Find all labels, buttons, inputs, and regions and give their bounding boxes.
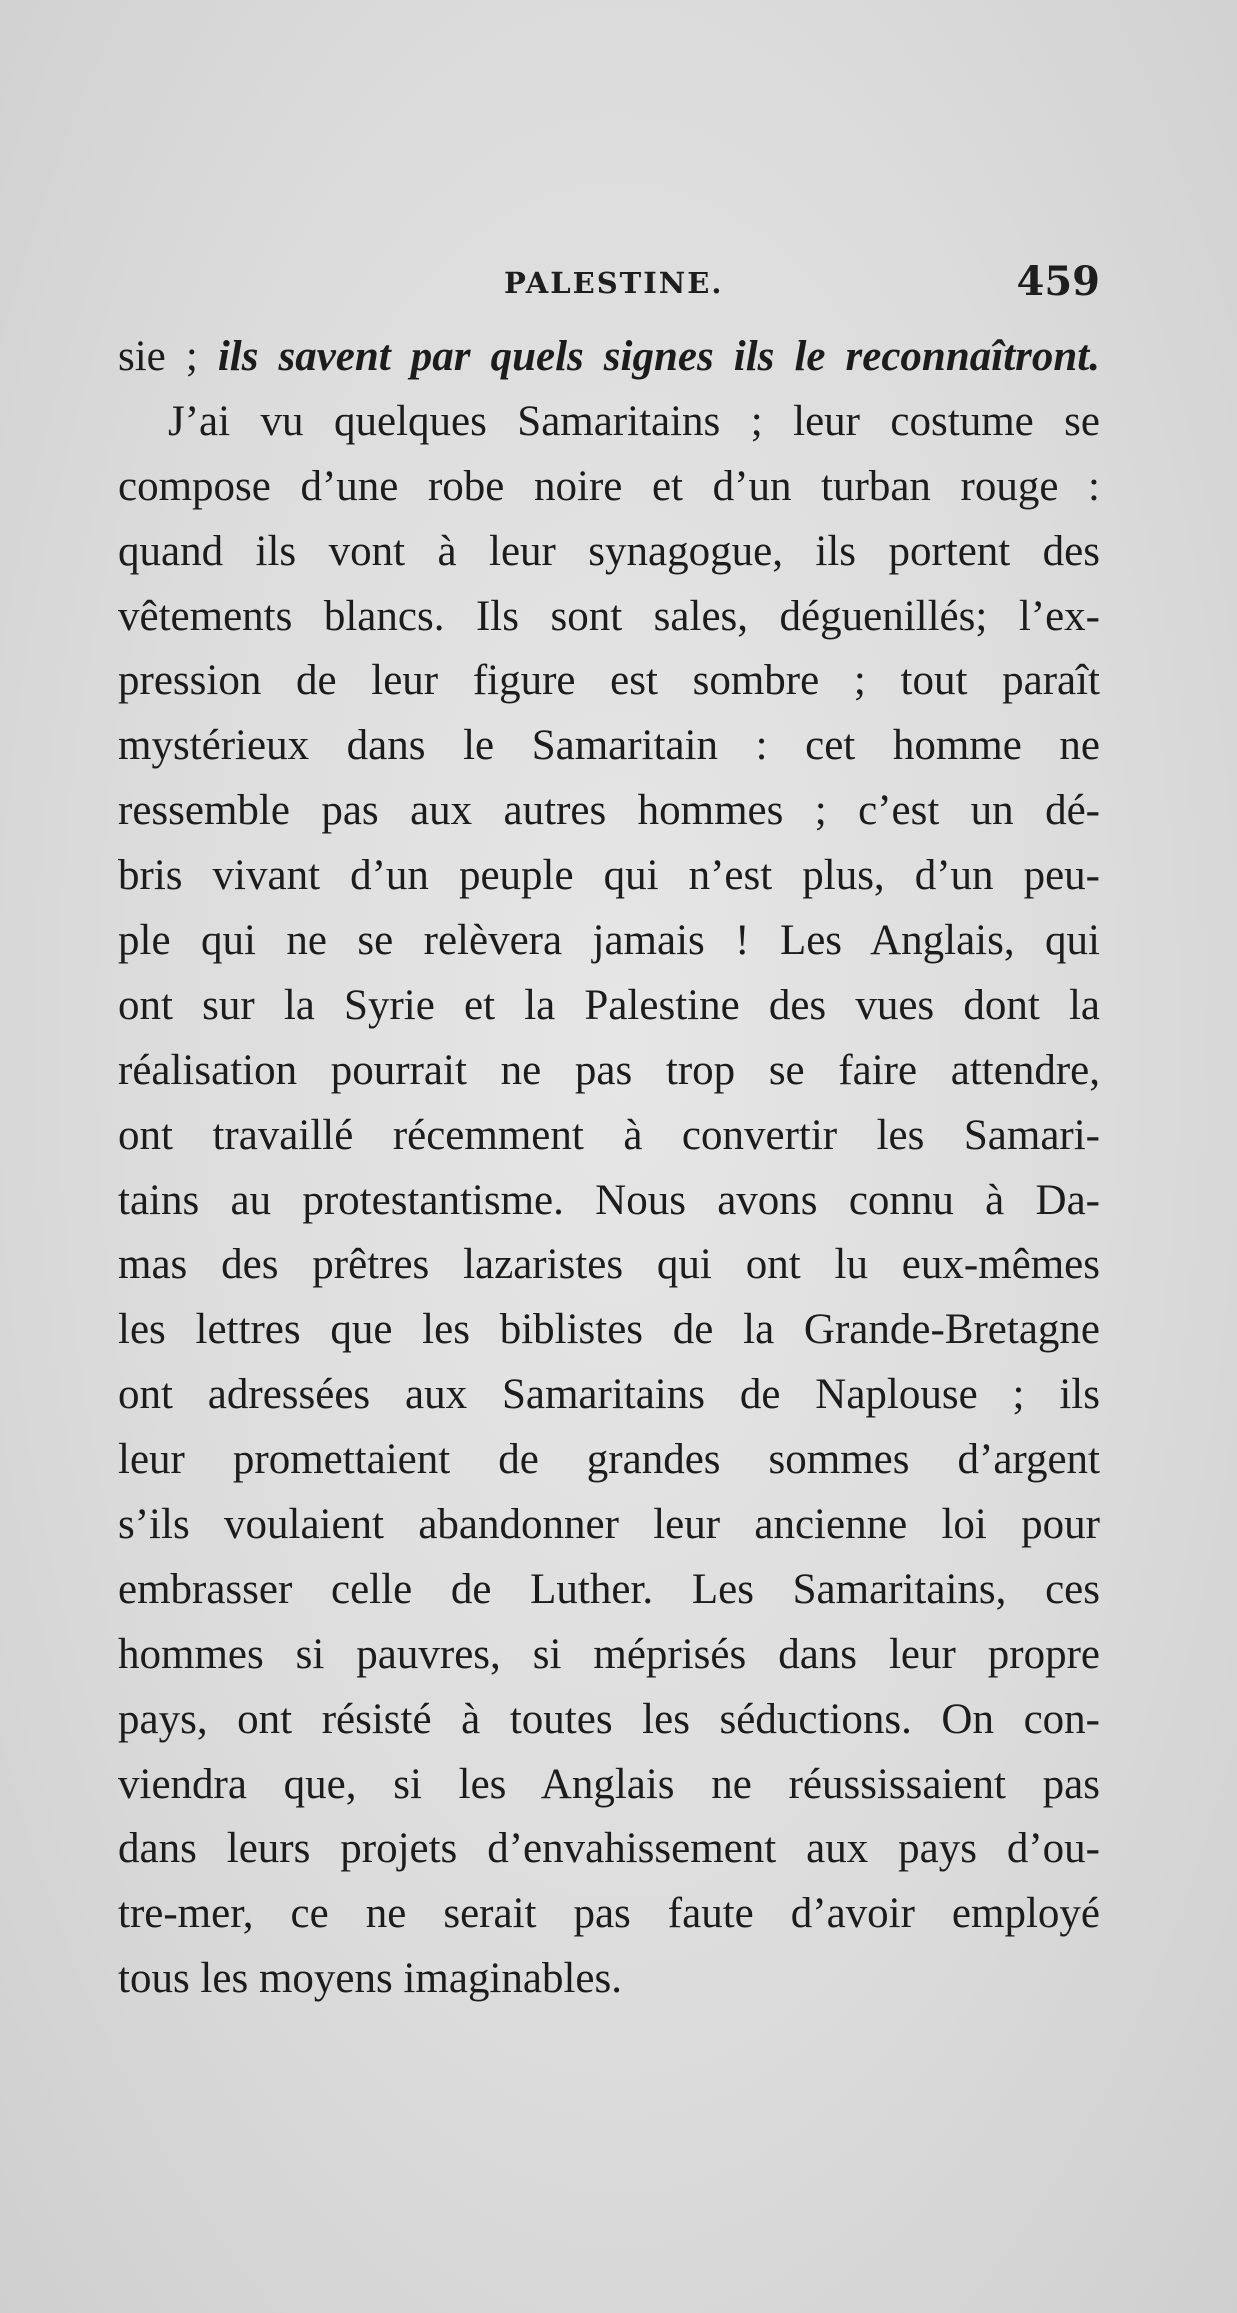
text-line-last: tous les moyens imaginables. [118, 1955, 622, 2003]
text-line: pression de leur figure est sombre ; tout paraît [118, 657, 1100, 705]
body-text [118, 325, 1100, 2012]
text-line-italic: ils savent par quels signes ils le reconnaîtront. [217, 333, 1100, 380]
text-line: réalisation pourrait ne pas trop se faire attendre, [118, 1046, 1100, 1094]
text-line: vêtements blancs. Ils sont sales, déguenillés; l’ex- [118, 592, 1100, 640]
text-line: embrasser celle de Luther. Les Samaritains, ces [118, 1565, 1100, 1613]
running-title: PALESTINE. [504, 266, 724, 300]
text-line: tains au protestantisme. Nous avons connu à Da- [118, 1176, 1100, 1224]
text-line: hommes si pauvres, si méprisés dans leur propre [118, 1630, 1100, 1678]
text-line: ont sur la Syrie et la Palestine des vues dont la [118, 981, 1100, 1029]
text-line: pays, ont résisté à toutes les séductions. On con- [118, 1695, 1100, 1743]
text-line: compose d’une robe noire et d’un turban rouge : [118, 462, 1100, 510]
text-line: viendra que, si les Anglais ne réussissaient pas [118, 1760, 1100, 1808]
text-line-roman: sie ; [118, 333, 218, 380]
text-line: ressemble pas aux autres hommes ; c’est un dé- [118, 787, 1100, 835]
text-line: ple qui ne se relèvera jamais ! Les Anglais, qui [118, 917, 1100, 965]
text-line: leur promettaient de grandes sommes d’argent [118, 1436, 1100, 1484]
text-line: ont travaillé récemment à convertir les Samari- [118, 1111, 1100, 1159]
text-line: ont adressées aux Samaritains de Naplouse ; ils [118, 1371, 1100, 1419]
page-header [118, 258, 1100, 308]
text-line: bris vivant d’un peuple qui n’est plus, d’un peu- [118, 852, 1100, 900]
text-line: tre-mer, ce ne serait pas faute d’avoir employé [118, 1890, 1100, 1938]
text-line: s’ils voulaient abandonner leur ancienne loi pour [118, 1501, 1100, 1549]
text-line: dans leurs projets d’envahissement aux pays d’ou- [118, 1825, 1100, 1873]
text-line [118, 325, 1100, 390]
page-number: 459 [1016, 258, 1100, 305]
text-line: les lettres que les biblistes de la Grande-Bretagne [118, 1306, 1100, 1354]
text-line: quand ils vont à leur synagogue, ils portent des [118, 527, 1100, 575]
text-line: J’ai vu quelques Samaritains ; leur costume se [168, 397, 1100, 445]
text-line: mystérieux dans le Samaritain : cet homme ne [118, 722, 1100, 770]
text-line: mas des prêtres lazaristes qui ont lu eux-mêmes [118, 1241, 1100, 1289]
